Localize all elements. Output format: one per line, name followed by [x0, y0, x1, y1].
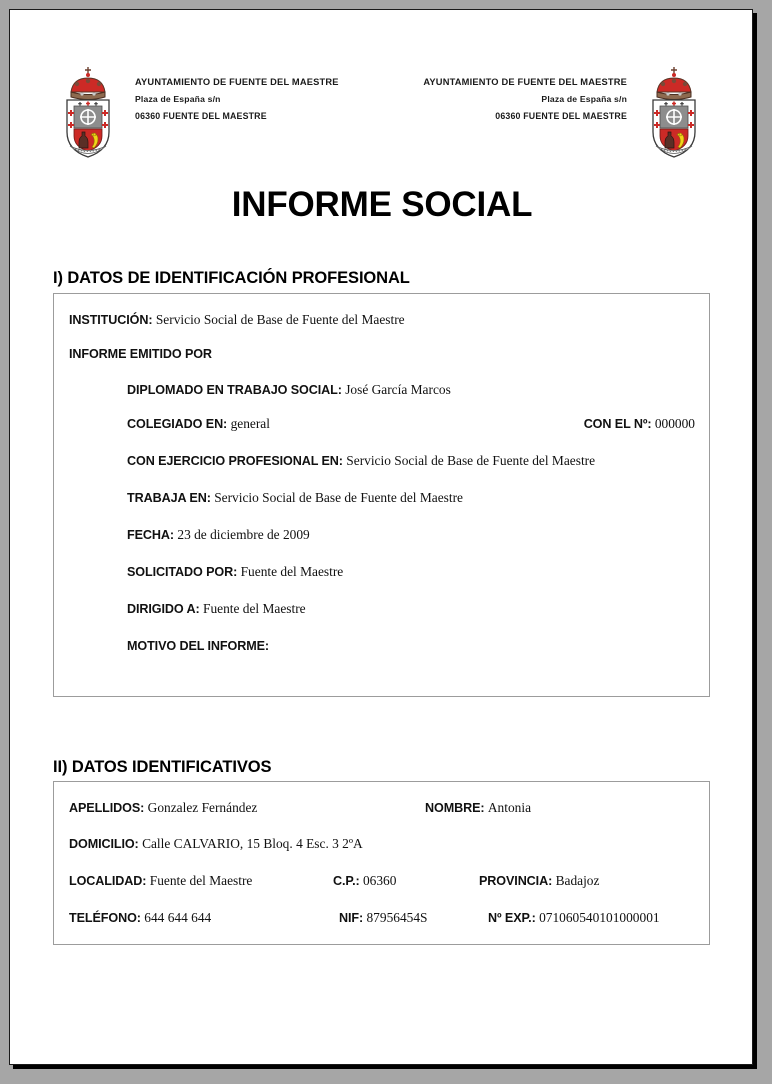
field-trabaja-en-value: Servicio Social de Base de Fuente del Maestre	[214, 490, 463, 505]
section-heading-2: II) DATOS IDENTIFICATIVOS	[53, 758, 272, 776]
field-trabaja-en	[127, 490, 463, 506]
field-numero-expediente-label: Nº EXP.:	[488, 911, 540, 925]
field-dirigido-a	[127, 601, 306, 617]
field-colegiado-label: COLEGIADO EN:	[127, 417, 231, 431]
field-domicilio-value: Calle CALVARIO, 15 Bloq. 4 Esc. 3 2ºA	[142, 836, 363, 851]
document-page	[9, 9, 753, 1065]
coat-of-arms-icon	[639, 62, 709, 160]
field-codigo-postal	[333, 873, 396, 889]
page-title: INFORME SOCIAL	[231, 185, 533, 224]
field-fecha-label: FECHA:	[127, 528, 178, 542]
letterhead-left	[53, 62, 339, 160]
field-motivo-del-informe-label: MOTIVO DEL INFORME:	[127, 639, 269, 653]
field-con-el-numero-value: 000000	[654, 416, 695, 431]
field-localidad	[69, 873, 252, 889]
field-con-el-numero-label: CON EL Nº:	[583, 417, 655, 431]
field-localidad-value: Fuente del Maestre	[149, 873, 253, 888]
field-codigo-postal-label: C.P.:	[333, 874, 363, 888]
field-provincia	[479, 873, 599, 889]
coat-of-arms-icon	[53, 62, 123, 160]
field-solicitado-por-value: Fuente del Maestre	[240, 564, 344, 579]
field-informe-emitido-por-label: INFORME EMITIDO POR	[69, 347, 212, 361]
field-diplomado-label: DIPLOMADO EN TRABAJO SOCIAL:	[127, 383, 346, 397]
field-nombre	[425, 800, 531, 816]
field-colegiado	[127, 416, 270, 432]
field-ejercicio-profesional	[127, 453, 595, 469]
letterhead-right-text	[423, 62, 627, 125]
letterhead-left-text	[135, 62, 339, 125]
field-numero-expediente	[488, 910, 660, 926]
field-institucion-value: Servicio Social de Base de Fuente del Maestre	[155, 312, 405, 327]
field-fecha-value: 23 de diciembre de 2009	[177, 527, 310, 542]
letterhead-left-line1: AYUNTAMIENTO DE FUENTE DEL MAESTRE	[135, 77, 339, 87]
letterhead	[10, 62, 753, 166]
field-trabaja-en-label: TRABAJA EN:	[127, 491, 215, 505]
field-solicitado-por	[127, 564, 343, 580]
letterhead-right-line3: 06360 FUENTE DEL MAESTRE	[495, 110, 627, 121]
section-1-box	[53, 293, 710, 697]
field-codigo-postal-value: 06360	[362, 873, 397, 888]
field-nif	[339, 910, 428, 926]
field-solicitado-por-label: SOLICITADO POR:	[127, 565, 241, 579]
field-domicilio	[69, 836, 363, 852]
field-institucion	[69, 312, 405, 328]
section-2-box	[53, 781, 710, 945]
field-institucion-label: INSTITUCIÓN:	[69, 313, 156, 327]
field-apellidos-label: APELLIDOS:	[69, 801, 148, 815]
letterhead-left-line2: Plaza de España s/n	[135, 94, 221, 105]
field-diplomado-value: José García Marcos	[345, 382, 451, 397]
field-apellidos-value: Gonzalez Fernández	[147, 800, 258, 815]
field-telefono-label: TELÉFONO:	[69, 911, 145, 925]
letterhead-left-line3: 06360 FUENTE DEL MAESTRE	[135, 110, 267, 121]
section-heading-1: I) DATOS DE IDENTIFICACIÓN PROFESIONAL	[53, 269, 410, 287]
field-ejercicio-profesional-label: CON EJERCICIO PROFESIONAL EN:	[127, 454, 347, 468]
field-informe-emitido-por	[69, 346, 212, 361]
field-localidad-label: LOCALIDAD:	[69, 874, 150, 888]
field-ejercicio-profesional-value: Servicio Social de Base de Fuente del Maestre	[346, 453, 596, 468]
field-nif-value: 87956454S	[366, 910, 428, 925]
field-fecha	[127, 527, 310, 543]
field-dirigido-a-label: DIRIGIDO A:	[127, 602, 203, 616]
field-motivo-del-informe	[127, 638, 269, 654]
field-diplomado	[127, 382, 451, 398]
field-domicilio-label: DOMICILIO:	[69, 837, 143, 851]
field-nombre-label: NOMBRE:	[425, 801, 488, 815]
field-colegiado-value: general	[230, 416, 270, 431]
field-telefono-value: 644 644 644	[144, 910, 212, 925]
field-provincia-value: Badajoz	[555, 873, 600, 888]
letterhead-right-line2: Plaza de España s/n	[541, 94, 627, 105]
field-provincia-label: PROVINCIA:	[479, 874, 556, 888]
field-nif-label: NIF:	[339, 911, 367, 925]
letterhead-right	[423, 62, 709, 160]
field-nombre-value: Antonia	[487, 800, 532, 815]
field-con-el-numero	[584, 416, 695, 432]
field-dirigido-a-value: Fuente del Maestre	[203, 601, 306, 616]
field-numero-expediente-value: 071060540101000001	[539, 910, 660, 925]
letterhead-right-line1: AYUNTAMIENTO DE FUENTE DEL MAESTRE	[423, 77, 627, 87]
field-apellidos	[69, 800, 257, 816]
field-telefono	[69, 910, 211, 926]
